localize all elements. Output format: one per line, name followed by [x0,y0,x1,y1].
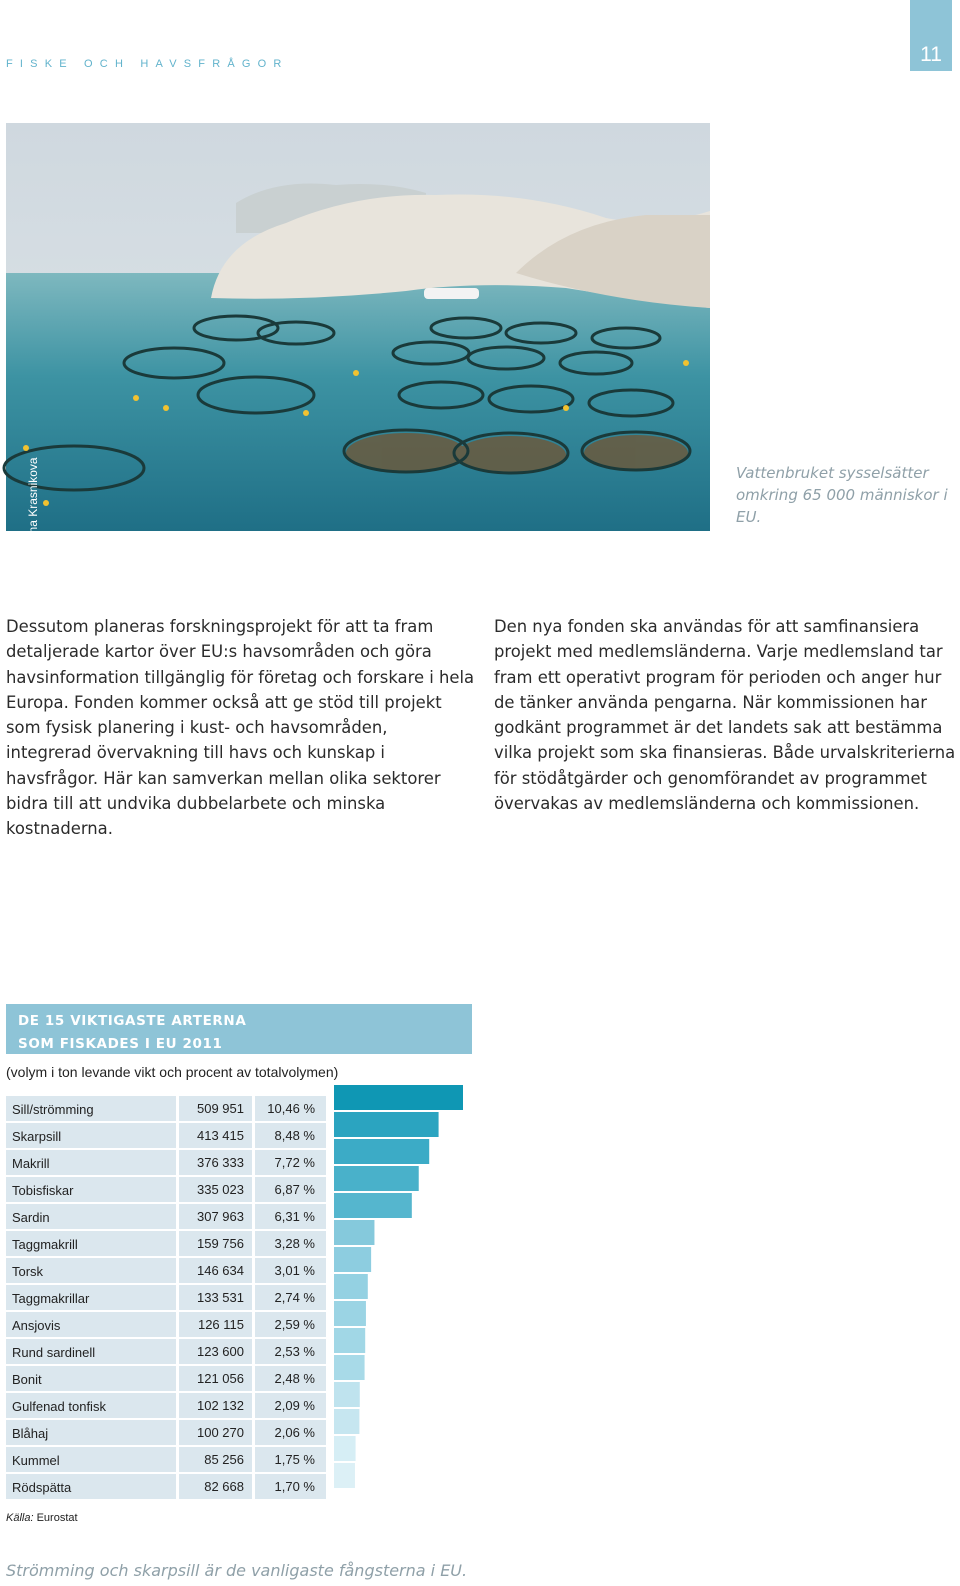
bottom-caption: Strömming och skarpsill är de vanligaste fångsterna i EU. [6,1561,468,1580]
species-name: Bonit [12,1372,42,1387]
volume-bar [334,1463,355,1488]
volume-bar [334,1436,356,1461]
volume-value: 123 600 [197,1344,244,1359]
source-value: Eurostat [36,1512,78,1524]
volume-value: 100 270 [197,1425,244,1440]
source-label: Källa: [6,1512,34,1524]
species-name: Torsk [12,1264,44,1279]
volume-value: 509 951 [197,1101,244,1116]
volume-bar [334,1274,368,1299]
volume-value: 159 756 [197,1236,244,1251]
percent-value: 2,53 % [274,1344,315,1359]
percent-value: 7,72 % [274,1155,315,1170]
volume-bar [334,1112,439,1137]
percent-value: 2,74 % [274,1290,315,1305]
volume-bar [334,1193,412,1218]
volume-value: 376 333 [197,1155,244,1170]
volume-value: 82 668 [204,1479,244,1494]
percent-value: 3,28 % [274,1236,315,1251]
volume-value: 307 963 [197,1209,244,1224]
volume-value: 413 415 [197,1128,244,1143]
percent-value: 8,48 % [274,1128,315,1143]
volume-bar [334,1328,365,1353]
percent-value: 6,31 % [274,1209,315,1224]
section-header: FISKE OCH HAVSFRÅGOR [6,58,289,70]
species-name: Taggmakrill [12,1237,78,1252]
volume-bar [334,1085,463,1110]
photo-illustration [6,123,710,531]
volume-value: 146 634 [197,1263,244,1278]
species-name: Gulfenad tonfisk [12,1399,106,1414]
species-name: Makrill [12,1156,50,1171]
percent-value: 1,75 % [274,1452,315,1467]
volume-bar [334,1166,419,1191]
volume-bar [334,1220,374,1245]
species-name: Rund sardinell [12,1345,96,1360]
body-text-right: Den nya fonden ska användas för att samfinansiera projekt med medlemsländerna. Varje medlemsland tar fram ett operativt program för perioden och anger hur de tänker använda pengarna. När kommissionen har godkänt programmet är det landets sak att bestämma vilka projekt som ska finansieras. Både urvalskriterierna för stödåtgärder och genomförandet av programmet övervakas av medlemsländerna och kommissionen. [494,617,956,814]
species-name: Blåhaj [12,1426,49,1441]
table-subtitle: (volym i ton levande vikt och procent av totalvolymen) [6,1064,339,1080]
table-title-line2: SOM FISKADES I EU 2011 [18,1036,223,1052]
percent-value: 2,09 % [274,1398,315,1413]
volume-value: 126 115 [197,1317,244,1332]
volume-bar [334,1139,429,1164]
body-text-left: Dessutom planeras forskningsprojekt för att ta fram detaljerade kartor över EU:s havsområden och göra havsinformation tillgänglig för företag och forskare i hela Europa. Fonden kommer också att ge stöd till projekt som fysisk planering i kust- och havsområden, integrerad övervakning till havs och kunskap i havsfrågor. Här kan samverkan mellan olika sektorer bidra till att undvika dubbelarbete och minska kostnaderna. [6,617,475,839]
table-source [6,1512,78,1524]
percent-value: 2,06 % [274,1425,315,1440]
species-name: Skarpsill [12,1129,62,1144]
volume-bar [334,1355,365,1380]
photo-caption: Vattenbruket sysselsätter omkring 65 000 människor i EU. [736,464,948,526]
volume-value: 133 531 [197,1290,244,1305]
page-number: 11 [910,0,952,71]
aquaculture-photo [6,123,710,647]
percent-value: 10,46 % [267,1101,315,1116]
volume-bar [334,1247,371,1272]
volume-value: 121 056 [197,1371,244,1386]
species-table [6,1096,468,1501]
volume-value: 335 023 [197,1182,244,1197]
table-title-line1: DE 15 VIKTIGASTE ARTERNA [18,1013,247,1029]
species-name: Kummel [12,1453,60,1468]
volume-bar [334,1409,359,1434]
species-name: Ansjovis [12,1318,61,1333]
table-title [6,1004,472,1054]
percent-value: 1,70 % [274,1479,315,1494]
photo-credit: © istockphoto/Ekaterina Krasnikova [26,457,40,647]
percent-value: 2,59 % [274,1317,315,1332]
species-name: Tobisfiskar [12,1183,74,1198]
volume-value: 102 132 [197,1398,244,1413]
percent-value: 6,87 % [274,1182,315,1197]
species-name: Rödspätta [12,1480,72,1495]
volume-value: 85 256 [204,1452,244,1467]
percent-value: 2,48 % [274,1371,315,1386]
species-name: Taggmakrillar [12,1291,90,1306]
species-name: Sardin [12,1210,50,1225]
volume-bar [334,1301,366,1326]
volume-bar [334,1382,360,1407]
species-name: Sill/strömming [12,1102,94,1117]
percent-value: 3,01 % [274,1263,315,1278]
